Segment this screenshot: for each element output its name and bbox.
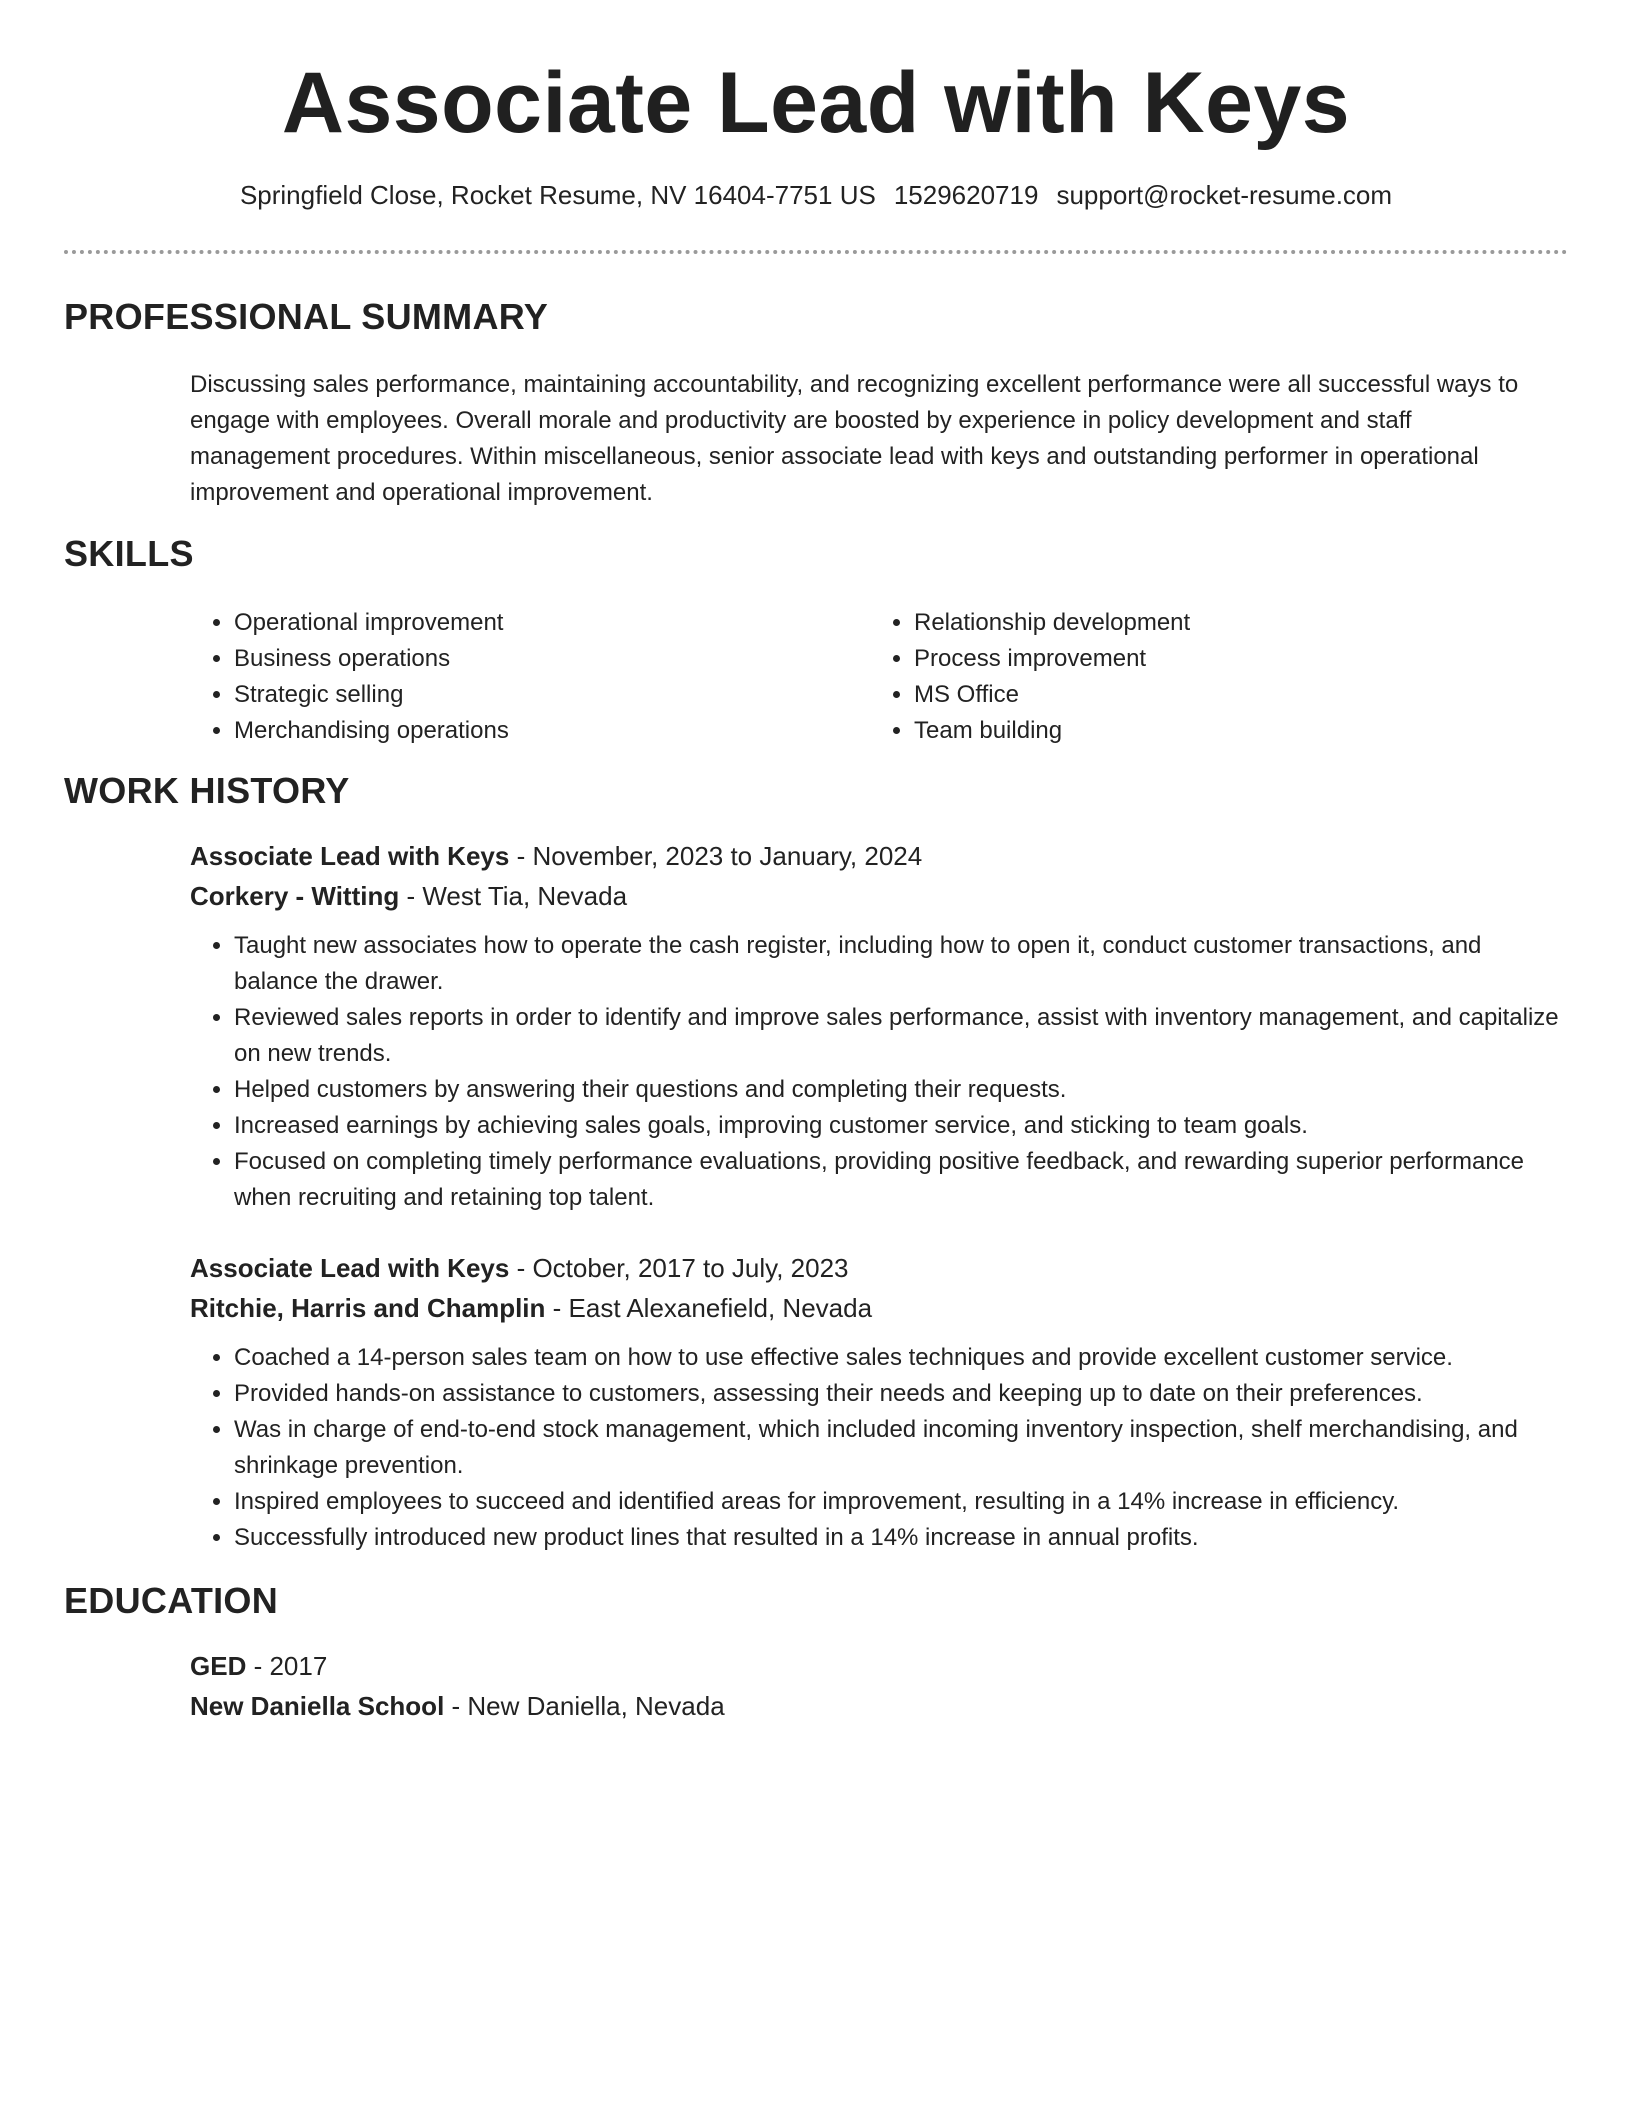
education-degree-line [190, 1646, 1570, 1686]
job-bullets [190, 1340, 1570, 1556]
job-location: - East Alexanefield, Nevada [545, 1293, 873, 1323]
job-title-line [190, 1248, 1570, 1288]
job-entry [190, 836, 1570, 1216]
job-dates: - November, 2023 to January, 2024 [509, 841, 923, 871]
skills-column-right [870, 605, 1550, 749]
section-title-work-history: WORK HISTORY [64, 770, 350, 811]
skill-item: • MS Office [914, 677, 1550, 713]
job-entry [190, 1248, 1570, 1556]
contact-email: support@rocket-resume.com [1056, 180, 1393, 210]
education-entry [190, 1646, 1570, 1726]
job-company: Corkery - Witting [190, 881, 400, 911]
skill-item: • Business operations [234, 641, 870, 677]
job-bullet: • Taught new associates how to operate the cash register, including how to open it, conduct customer transactions, and balance the drawer. [234, 928, 1570, 1000]
section-title-summary: PROFESSIONAL SUMMARY [64, 296, 549, 337]
candidate-name: Associate Lead with Keys [281, 55, 1351, 151]
job-bullet: • Focused on completing timely performance evaluations, providing positive feedback, and rewarding superior performance when recruiting and retaining top talent. [234, 1144, 1570, 1216]
job-bullet: • Coached a 14-person sales team on how to use effective sales techniques and provide excellent customer service. [234, 1340, 1570, 1376]
job-bullet: • Helped customers by answering their questions and completing their requests. [234, 1072, 1570, 1108]
job-bullets [190, 928, 1570, 1216]
job-dates: - October, 2017 to July, 2023 [509, 1253, 849, 1283]
section-title-education: EDUCATION [64, 1580, 279, 1621]
skill-item: • Team building [914, 713, 1550, 749]
job-company-line [190, 876, 1570, 916]
education-location: - New Daniella, Nevada [444, 1691, 725, 1721]
contact-phone: 1529620719 [893, 180, 1039, 210]
job-bullet: • Increased earnings by achieving sales goals, improving customer service, and sticking to team goals. [234, 1108, 1570, 1144]
contact-info [0, 180, 1632, 211]
section-title-skills: SKILLS [64, 533, 194, 574]
job-bullet: • Provided hands-on assistance to customers, assessing their needs and keeping up to date on their preferences. [234, 1376, 1570, 1412]
education-degree: GED [190, 1651, 247, 1681]
skills-column-left [190, 605, 870, 749]
job-role: Associate Lead with Keys [190, 841, 510, 871]
skill-item: • Strategic selling [234, 677, 870, 713]
job-company-line [190, 1288, 1570, 1328]
job-location: - West Tia, Nevada [399, 881, 628, 911]
job-bullet: • Reviewed sales reports in order to identify and improve sales performance, assist with inventory management, and capitalize on new trends. [234, 1000, 1570, 1072]
header-divider [64, 250, 1568, 254]
education-year: - 2017 [246, 1651, 328, 1681]
job-bullet: • Was in charge of end-to-end stock management, which included incoming inventory inspection, shelf merchandising, and shrinkage prevention. [234, 1412, 1570, 1484]
skill-item: • Relationship development [914, 605, 1550, 641]
skill-item: • Merchandising operations [234, 713, 870, 749]
summary-text: Discussing sales performance, maintaining accountability, and recognizing excellent performance were all successful ways to engage with employees. Overall morale and productivity are boosted by experience in policy development and staff management procedures. Within miscellaneous, senior associate lead with keys and outstanding performer in operational improvement and operational improvement. [190, 371, 1519, 506]
job-bullet: • Inspired employees to succeed and identified areas for improvement, resulting in a 14% increase in efficiency. [234, 1484, 1570, 1520]
job-title-line [190, 836, 1570, 876]
education-school: New Daniella School [190, 1691, 445, 1721]
skill-item: • Process improvement [914, 641, 1550, 677]
job-bullet: • Successfully introduced new product lines that resulted in a 14% increase in annual profits. [234, 1520, 1570, 1556]
contact-address: Springfield Close, Rocket Resume, NV 16404-7751 US [239, 180, 876, 210]
job-role: Associate Lead with Keys [190, 1253, 510, 1283]
skill-item: • Operational improvement [234, 605, 870, 641]
job-company: Ritchie, Harris and Champlin [190, 1293, 546, 1323]
skills-list [190, 605, 1550, 749]
education-school-line [190, 1686, 1570, 1726]
